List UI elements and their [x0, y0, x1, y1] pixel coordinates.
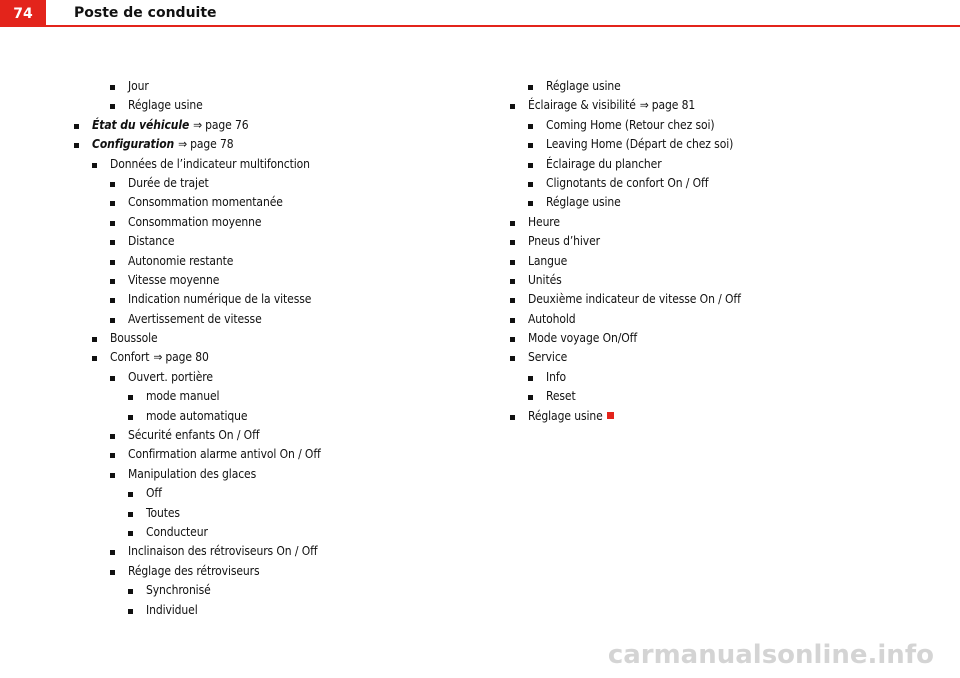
- list-item-label: Off: [146, 486, 162, 501]
- list-item-label: Unités: [528, 272, 562, 287]
- list-item: [72, 542, 321, 561]
- arrow-icon: ⇒: [153, 350, 163, 365]
- bullet-icon: [110, 550, 115, 555]
- list-item: [508, 193, 741, 212]
- list-item-label: Distance: [128, 234, 175, 249]
- list-item-label: mode automatique: [146, 408, 248, 423]
- list-item-label: Autonomie restante: [128, 253, 234, 268]
- bullet-icon: [110, 279, 115, 284]
- list-item: [508, 368, 741, 387]
- bullet-icon: [74, 124, 79, 129]
- page-number: 74: [0, 0, 46, 27]
- list-item-label: Éclairage du plancher: [546, 156, 662, 171]
- bullet-icon: [110, 298, 115, 303]
- bullet-icon: [110, 260, 115, 265]
- bullet-icon: [528, 85, 533, 90]
- list-item-label: Pneus d’hiver: [528, 234, 600, 249]
- list-item: [72, 116, 321, 135]
- list-item: [72, 523, 321, 542]
- list-item: [72, 155, 321, 174]
- bullet-icon: [110, 453, 115, 458]
- list-item: [508, 329, 741, 348]
- list-item-label: Indication numérique de la vitesse: [128, 292, 312, 307]
- list-item: [72, 601, 321, 620]
- bullet-icon: [528, 395, 533, 400]
- bullet-icon: [128, 492, 133, 497]
- watermark: carmanualsonline.info: [607, 640, 934, 670]
- bullet-icon: [528, 376, 533, 381]
- list-item-label: Confort: [110, 350, 150, 365]
- list-item-label: Leaving Home (Départ de chez soi): [546, 137, 734, 152]
- list-item-label: Réglage usine: [546, 195, 621, 210]
- bullet-icon: [510, 260, 515, 265]
- list-item-label: Jour: [128, 79, 149, 93]
- list-item: [72, 484, 321, 503]
- right-column: [508, 77, 741, 426]
- bullet-icon: [510, 240, 515, 245]
- list-item-label: Inclinaison des rétroviseurs On / Off: [128, 544, 318, 559]
- list-item: [72, 445, 321, 464]
- list-item-label: Consommation moyenne: [128, 214, 262, 229]
- bullet-icon: [110, 182, 115, 187]
- list-item: [72, 581, 321, 600]
- bullet-icon: [128, 531, 133, 536]
- page-reference[interactable]: page 76: [205, 117, 249, 132]
- list-item: [72, 504, 321, 523]
- bullet-icon: [128, 415, 133, 420]
- bullet-icon: [110, 570, 115, 575]
- bullet-icon: [110, 85, 115, 90]
- list-item: [72, 193, 321, 212]
- list-item: [72, 329, 321, 348]
- list-item-label: Deuxième indicateur de vitesse On / Off: [528, 292, 741, 307]
- bullet-icon: [510, 356, 515, 361]
- list-item-label: Vitesse moyenne: [128, 272, 220, 287]
- bullet-icon: [74, 143, 79, 148]
- bullet-icon: [528, 201, 533, 206]
- bullet-icon: [110, 376, 115, 381]
- bullet-icon: [528, 163, 533, 168]
- list-item: [72, 348, 321, 367]
- list-item-label: Sécurité enfants On / Off: [128, 428, 260, 443]
- header-divider: [46, 25, 960, 27]
- list-item-label: Confirmation alarme antivol On / Off: [128, 447, 321, 462]
- bullet-icon: [110, 240, 115, 245]
- list-item-label: Données de l’indicateur multifonction: [110, 156, 310, 171]
- arrow-icon: ⇒: [178, 137, 188, 152]
- list-item: [508, 96, 741, 115]
- bullet-icon: [110, 318, 115, 323]
- list-item: [72, 368, 321, 387]
- bullet-icon: [510, 318, 515, 323]
- list-item-label: Service: [528, 350, 568, 365]
- list-item: [72, 213, 321, 232]
- page-reference[interactable]: page 78: [190, 137, 234, 152]
- list-item-label: Manipulation des glaces: [128, 466, 257, 481]
- bullet-icon: [110, 473, 115, 478]
- bullet-icon: [110, 434, 115, 439]
- list-item: [508, 174, 741, 193]
- list-item-label: Réglage usine: [546, 79, 621, 93]
- list-item-label: Info: [546, 369, 567, 384]
- list-item: [72, 271, 321, 290]
- list-item: [72, 562, 321, 581]
- page-header: [0, 0, 960, 28]
- list-item-label: Mode voyage On/Off: [528, 331, 638, 346]
- list-item: [72, 310, 321, 329]
- list-item-label: Réglage des rétroviseurs: [128, 563, 260, 578]
- bullet-icon: [528, 143, 533, 148]
- list-item-label: Reset: [546, 389, 576, 404]
- bullet-icon: [110, 104, 115, 109]
- list-item-label: Synchronisé: [146, 583, 211, 598]
- bullet-icon: [92, 163, 97, 168]
- list-item-label: mode manuel: [146, 389, 220, 404]
- list-item: [72, 426, 321, 445]
- bullet-icon: [92, 356, 97, 361]
- list-item: [508, 155, 741, 174]
- list-item: [72, 465, 321, 484]
- bullet-icon: [528, 182, 533, 187]
- bullet-icon: [510, 221, 515, 226]
- list-item: [72, 290, 321, 309]
- list-item-label: Conducteur: [146, 524, 208, 539]
- list-item-label: Éclairage & visibilité: [528, 98, 636, 113]
- list-item: [508, 77, 741, 96]
- bullet-icon: [510, 415, 515, 420]
- list-item: [72, 96, 321, 115]
- list-item-label: Langue: [528, 253, 568, 268]
- list-item: [508, 387, 741, 406]
- list-item: [508, 271, 741, 290]
- list-item: [508, 232, 741, 251]
- bullet-icon: [510, 104, 515, 109]
- bullet-icon: [128, 395, 133, 400]
- list-item: [72, 77, 321, 96]
- list-item: [508, 348, 741, 367]
- list-item-label: Réglage usine: [128, 98, 203, 113]
- list-item: [508, 407, 741, 426]
- left-column: [72, 77, 321, 620]
- bullet-icon: [128, 512, 133, 517]
- list-item: [508, 135, 741, 154]
- bullet-icon: [110, 201, 115, 206]
- list-item: [72, 174, 321, 193]
- list-item-label: Individuel: [146, 602, 198, 617]
- bullet-icon: [510, 298, 515, 303]
- list-item-label: Boussole: [110, 331, 158, 346]
- page-title: Poste de conduite: [74, 5, 217, 21]
- bullet-icon: [528, 124, 533, 129]
- list-item: [508, 310, 741, 329]
- section-heading: État du véhicule: [92, 117, 190, 132]
- list-item: [508, 213, 741, 232]
- list-item: [72, 407, 321, 426]
- list-item-label: Toutes: [146, 505, 180, 520]
- list-item-label: Durée de trajet: [128, 175, 209, 190]
- list-item-label: Ouvert. portière: [128, 369, 213, 384]
- list-item: [508, 252, 741, 271]
- bullet-icon: [92, 337, 97, 342]
- bullet-icon: [510, 279, 515, 284]
- list-item-label: Heure: [528, 214, 560, 229]
- list-item-label: Coming Home (Retour chez soi): [546, 117, 715, 132]
- list-item: [508, 116, 741, 135]
- bullet-icon: [510, 337, 515, 342]
- bullet-icon: [128, 609, 133, 614]
- bullet-icon: [128, 589, 133, 594]
- list-item-label: Autohold: [528, 311, 576, 326]
- list-item: [508, 290, 741, 309]
- list-item: [72, 252, 321, 271]
- list-item: [72, 135, 321, 154]
- arrow-icon: ⇒: [639, 98, 649, 113]
- section-end-icon: [607, 412, 614, 419]
- list-item: [72, 232, 321, 251]
- section-heading: Configuration: [92, 137, 175, 152]
- list-item-label: Clignotants de confort On / Off: [546, 175, 709, 190]
- list-item-label: Avertissement de vitesse: [128, 311, 262, 326]
- list-item-label: Réglage usine: [528, 408, 603, 423]
- list-item-label: Consommation momentanée: [128, 195, 283, 210]
- bullet-icon: [110, 221, 115, 226]
- page-reference[interactable]: page 81: [651, 98, 696, 113]
- page-reference[interactable]: page 80: [165, 350, 209, 365]
- list-item: [72, 387, 321, 406]
- arrow-icon: ⇒: [193, 117, 203, 132]
